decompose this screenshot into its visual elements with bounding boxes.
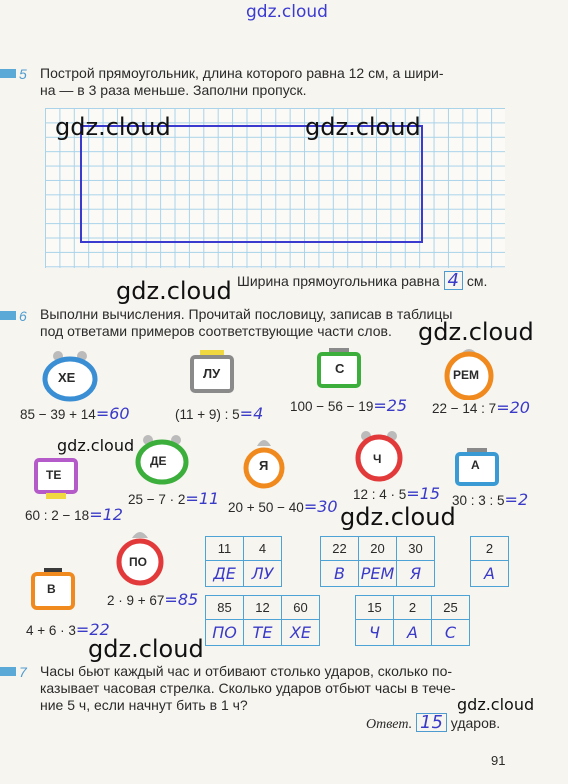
answer: =85 — [164, 590, 199, 609]
expression: 22 − 14 : 7 — [432, 401, 497, 416]
table-cell: 15 — [356, 596, 394, 620]
table-cell: Я — [397, 561, 435, 587]
task-text: на — в 3 раза меньше. Заполни пропуск. — [40, 82, 307, 98]
answer-unit: ударов. — [450, 715, 501, 731]
answer-box: 15 — [416, 713, 447, 732]
task-number: 6 — [19, 308, 27, 324]
answer: =4 — [239, 404, 264, 423]
task-text: Выполни вычисления. Прочитай пословицу, записав в таблицы — [40, 306, 453, 322]
page-number: 91 — [491, 753, 506, 768]
watermark: gdz.cloud — [305, 113, 421, 141]
expression: 25 − 7 · 2 — [128, 492, 186, 507]
syllable: ДЕ — [150, 454, 167, 468]
example — [353, 484, 440, 503]
answer: =30 — [303, 497, 338, 516]
watermark: gdz.cloud — [88, 635, 204, 663]
table-cell: ТЕ — [244, 620, 282, 646]
syllable: Ч — [373, 452, 382, 466]
table-cell: В — [321, 561, 359, 587]
expression: 30 : 3 : 5 — [452, 493, 505, 508]
drawn-rectangle — [80, 125, 423, 243]
table-cell: РЕМ — [359, 561, 397, 587]
answer-table — [320, 536, 435, 587]
expression: 100 − 56 − 19 — [290, 399, 374, 414]
answer: =15 — [406, 484, 441, 503]
syllable: РЕМ — [453, 368, 480, 382]
watermark: gdz.cloud — [116, 277, 232, 305]
task-marker — [0, 667, 16, 676]
task-number: 5 — [19, 66, 27, 82]
syllable: В — [47, 582, 56, 596]
table-cell: 20 — [359, 537, 397, 561]
answer: =22 — [75, 620, 110, 639]
table-cell: 2 — [394, 596, 432, 620]
syllable: ТЕ — [46, 468, 62, 482]
expression: 2 · 9 + 67 — [107, 593, 165, 608]
example — [128, 489, 219, 508]
table-cell: 4 — [244, 537, 282, 561]
table-cell: ДЕ — [206, 561, 244, 587]
syllable: ХЕ — [58, 370, 76, 385]
table-cell: 2 — [471, 537, 509, 561]
answer: =60 — [95, 404, 130, 423]
task-text: казывает часовая стрелка. Сколько ударов отбьют часы в тече- — [40, 680, 456, 696]
answer: =25 — [373, 396, 408, 415]
task-text: Часы бьют каждый час и отбивают столько ударов, сколько по- — [40, 663, 453, 679]
answer: =2 — [504, 490, 529, 509]
syllable: ЛУ — [203, 366, 221, 381]
answer: =11 — [185, 489, 220, 508]
watermark: gdz.cloud — [340, 503, 456, 531]
example — [107, 590, 198, 609]
table-cell: 85 — [206, 596, 244, 620]
expression: 4 + 6 · 3 — [26, 623, 76, 638]
example — [20, 404, 130, 423]
watermark: gdz.cloud — [457, 695, 535, 714]
table-cell: 22 — [321, 537, 359, 561]
syllable: ПО — [129, 555, 147, 569]
example — [228, 497, 338, 516]
table-cell: ЛУ — [244, 561, 282, 587]
answer-line — [237, 271, 487, 290]
task-text: ние 5 ч, если начнут бить в 1 ч? — [40, 697, 248, 713]
expression: 60 : 2 − 18 — [25, 508, 90, 523]
watermark: gdz.cloud — [246, 2, 328, 22]
table-cell: 30 — [397, 537, 435, 561]
example — [290, 396, 407, 415]
watermark: gdz.cloud — [418, 318, 534, 346]
table-cell: 25 — [432, 596, 470, 620]
expression: 85 − 39 + 14 — [20, 407, 96, 422]
answer-box: 4 — [444, 271, 463, 290]
answer-table — [205, 536, 282, 587]
task-text: под ответами примеров соответствующие части слов. — [40, 323, 392, 339]
table-cell: 11 — [206, 537, 244, 561]
table-cell: ПО — [206, 620, 244, 646]
task-text: Построй прямоугольник, длина которого равна 12 см, а шири- — [40, 65, 444, 81]
answer-table — [470, 536, 509, 587]
task-marker — [0, 311, 16, 320]
answer-table — [205, 595, 320, 646]
expression: (11 + 9) : 5 — [175, 407, 240, 422]
syllable: Я — [259, 458, 269, 473]
example — [452, 490, 528, 509]
answer-line — [366, 713, 500, 733]
expression: 20 + 50 − 40 — [228, 500, 304, 515]
answer-prefix: Ширина прямоугольника равна — [237, 273, 440, 289]
table-cell: 12 — [244, 596, 282, 620]
example — [432, 398, 530, 417]
syllable: С — [335, 361, 345, 376]
task-marker — [0, 69, 16, 78]
answer-label: Ответ. — [366, 717, 413, 732]
answer-table — [355, 595, 470, 646]
watermark: gdz.cloud — [57, 436, 135, 455]
table-cell: А — [471, 561, 509, 587]
watermark: gdz.cloud — [55, 113, 171, 141]
example — [175, 404, 263, 423]
answer: =20 — [496, 398, 530, 417]
table-cell: 60 — [282, 596, 320, 620]
table-cell: С — [432, 620, 470, 646]
example — [25, 505, 123, 524]
table-cell: А — [394, 620, 432, 646]
table-cell: Ч — [356, 620, 394, 646]
task-number: 7 — [19, 664, 27, 680]
table-cell: ХЕ — [282, 620, 320, 646]
answer-unit: см. — [466, 273, 488, 289]
syllable: А — [471, 458, 480, 472]
expression: 12 : 4 · 5 — [353, 487, 407, 502]
answer: =12 — [89, 505, 123, 524]
